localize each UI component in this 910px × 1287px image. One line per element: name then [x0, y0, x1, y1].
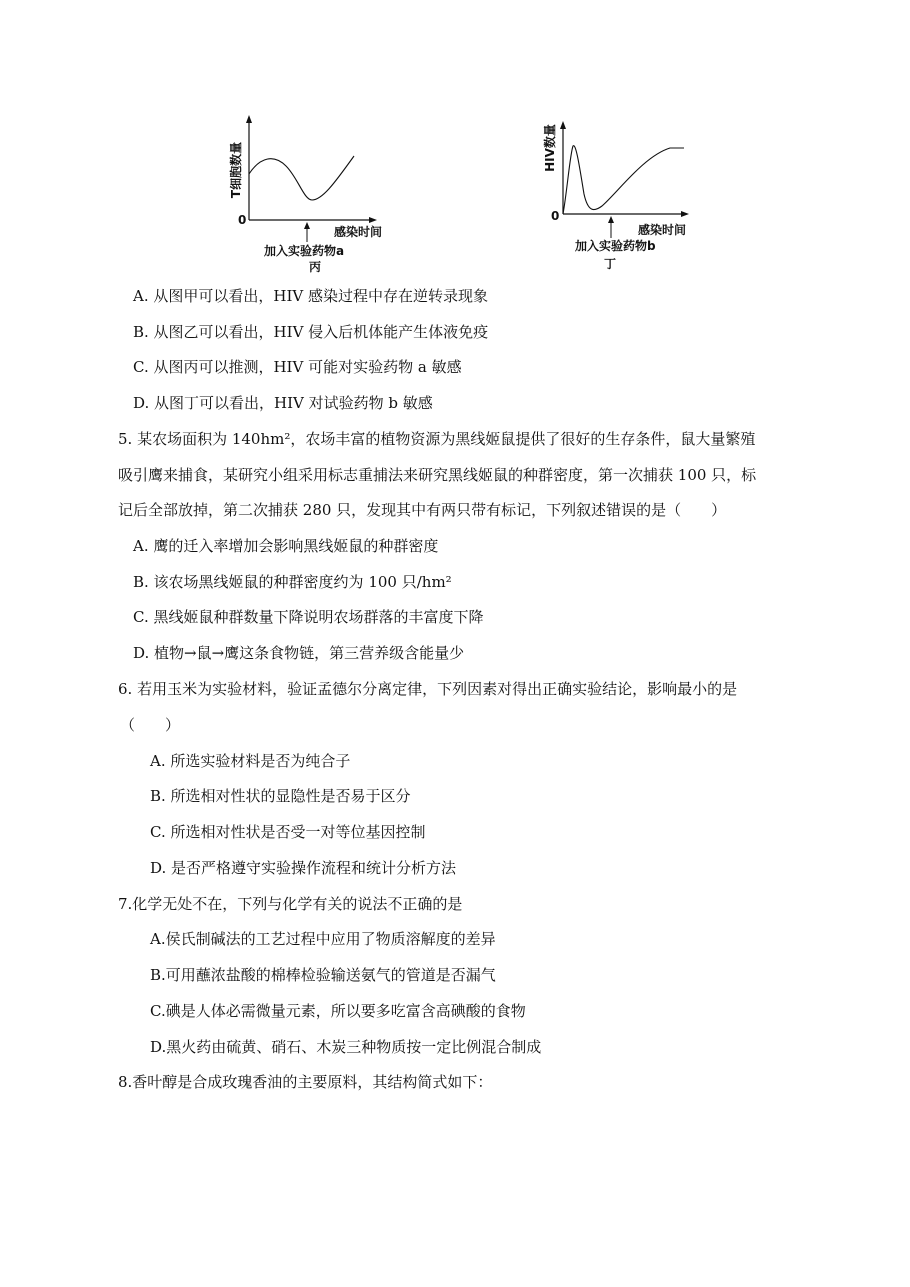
drug-arrow-head: [304, 222, 310, 229]
x-axis-arrow: [681, 211, 689, 217]
x-axis-arrow: [369, 217, 377, 223]
q6-option-c: C. 所选相对性状是否受一对等位基因控制: [150, 823, 426, 841]
y-axis-arrow: [560, 121, 566, 129]
drug-marker-label: 加入实验药物a: [264, 244, 345, 258]
drug-arrow-head: [608, 216, 614, 223]
q7-option-d: D.黑火药由硫黄、硝石、木炭三种物质按一定比例混合制成: [150, 1038, 542, 1056]
q5-option-b: B. 该农场黑线姬鼠的种群密度约为 100 只/hm²: [133, 573, 452, 591]
q7-stem: 7.化学无处不在，下列与化学有关的说法不正确的是: [118, 895, 463, 913]
origin-label: 0: [551, 209, 560, 223]
q5-stem-line-3: 记后全部放掉，第二次捕获 280 只，发现其中有两只带有标记，下列叙述错误的是（ ）: [118, 501, 727, 519]
figure-bing: [222, 112, 392, 277]
q6-stem-line-2: （ ）: [120, 716, 181, 734]
q5-option-c: C. 黑线姬鼠种群数量下降说明农场群落的丰富度下降: [133, 608, 484, 626]
q6-option-d: D. 是否严格遵守实验操作流程和统计分析方法: [150, 859, 457, 877]
q8-stem: 8.香叶醇是合成玫瑰香油的主要原料，其结构简式如下：: [118, 1073, 493, 1091]
q5-option-a: A. 鹰的迁入率增加会影响黑线姬鼠的种群密度: [133, 537, 439, 555]
figure-caption: 丙: [309, 260, 322, 274]
hiv-curve: [563, 146, 684, 214]
origin-label: 0: [238, 213, 247, 227]
q7-option-b: B.可用蘸浓盐酸的棉棒检验输送氨气的管道是否漏气: [150, 966, 496, 984]
q5-stem-line-2: 吸引鹰来捕食，某研究小组采用标志重捕法来研究黑线姬鼠的种群密度，第一次捕获 100 只，标: [118, 466, 757, 484]
q4-option-d: D. 从图丁可以看出，HIV 对试验药物 b 敏感: [133, 394, 433, 412]
y-axis-arrow: [246, 115, 252, 123]
y-axis-label: HIV数量: [543, 124, 557, 172]
q4-option-a: A. 从图甲可以看出，HIV 感染过程中存在逆转录现象: [133, 287, 488, 305]
q4-option-c: C. 从图丙可以推测，HIV 可能对实验药物 a 敏感: [133, 358, 462, 376]
t-cell-curve: [249, 156, 354, 200]
y-axis-label: T细胞数量: [229, 141, 243, 199]
q6-stem-line-1: 6. 若用玉米为实验材料，验证孟德尔分离定律，下列因素对得出正确实验结论，影响最小的是: [118, 680, 738, 698]
q5-stem-line-1: 5. 某农场面积为 140hm²，农场丰富的植物资源为黑线姬鼠提供了很好的生存条件，鼠大量繁殖: [118, 430, 756, 448]
q5-option-d: D. 植物→鼠→鹰这条食物链，第三营养级含能量少: [133, 644, 465, 662]
figure-caption: 丁: [604, 257, 617, 271]
drug-marker-label: 加入实验药物b: [575, 239, 656, 253]
q4-option-b: B. 从图乙可以看出，HIV 侵入后机体能产生体液免疫: [133, 323, 489, 341]
figure-ding: [540, 112, 700, 277]
q7-option-a: A.侯氏制碱法的工艺过程中应用了物质溶解度的差异: [150, 930, 496, 948]
q7-option-c: C.碘是人体必需微量元素，所以要多吃富含高碘酸的食物: [150, 1002, 526, 1020]
x-axis-label: 感染时间: [334, 225, 383, 239]
q6-option-b: B. 所选相对性状的显隐性是否易于区分: [150, 787, 411, 805]
x-axis-label: 感染时间: [638, 223, 687, 237]
q6-option-a: A. 所选实验材料是否为纯合子: [150, 752, 351, 770]
